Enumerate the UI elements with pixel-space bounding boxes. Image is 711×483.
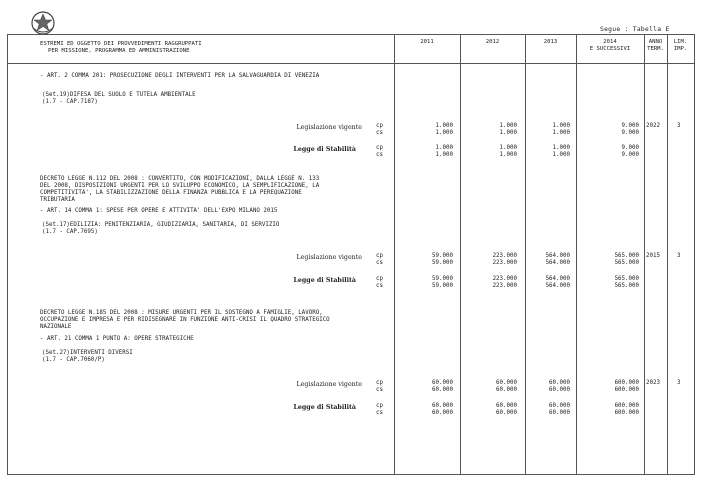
col-divider-lim — [667, 34, 668, 475]
value-2012-cs: 223.000 — [492, 283, 517, 289]
code-cp: cp — [376, 145, 383, 151]
value-2011-cs: 59.000 — [432, 260, 453, 266]
section-settore: (Set.17)EDILIZIA: PENITENZIARIA, GIUDIZIARIA, SANITARIA, DI SERVIZIO — [42, 222, 280, 228]
col-divider-2014 — [576, 34, 577, 475]
value-2011-cs: 59.000 — [432, 283, 453, 289]
value-2014-cs: 600.000 — [614, 387, 639, 393]
header-year-2014: 2014 — [603, 39, 617, 45]
section-article: - ART. 14 COMMA 1: SPESE PER OPERE E ATTIVITA' DELL'EXPO MILANO 2015 — [40, 208, 278, 214]
value-2013-cp: 1.000 — [552, 123, 570, 129]
value-2012-cp: 223.000 — [492, 253, 517, 259]
decree-text-line: DECRETO LEGGE N.112 DEL 2008 : CONVERTITO, CON MODIFICAZIONI, DALLA LEGGE N. 133 — [40, 176, 320, 182]
header-bottom-border — [7, 63, 695, 64]
value-2011-cs: 1.000 — [435, 130, 453, 136]
value-2014-cp: 600.000 — [614, 403, 639, 409]
value-2014-cp: 565.000 — [614, 253, 639, 259]
section-settore: (Set.19)DIFESA DEL SUOLO E TUTELA AMBIENTALE — [42, 92, 196, 98]
header-col-left-line1: ESTREMI ED OGGETTO DEI PROVVEDIMENTI RAGGRUPPATI — [40, 41, 202, 47]
header-col-left-line2: PER MISSIONE, PROGRAMMA ED AMMINISTRAZIONE — [48, 48, 190, 54]
row-label-legge-stabilita: Legge di Stabilità — [293, 277, 356, 284]
value-2014-cp: 9.000 — [621, 123, 639, 129]
header-lim: LIM. — [673, 39, 688, 45]
code-cp: cp — [376, 123, 383, 129]
value-2011-cp: 1.000 — [435, 123, 453, 129]
value-2014-cp: 9.000 — [621, 145, 639, 151]
value-2012-cs: 1.000 — [499, 152, 517, 158]
value-2012-cs: 60.000 — [496, 410, 517, 416]
code-cs: cs — [376, 152, 383, 158]
value-2011-cs: 60.000 — [432, 410, 453, 416]
value-2013-cs: 1.000 — [552, 152, 570, 158]
value-2011-cp: 1.000 — [435, 145, 453, 151]
row-label-legislazione: Legislazione vigente — [296, 254, 362, 261]
table-top-border — [7, 34, 695, 35]
code-cs: cs — [376, 260, 383, 266]
section-capitolo: (1.7 - CAP.7187) — [42, 99, 98, 105]
value-2011-cp: 60.000 — [432, 380, 453, 386]
header-year-2013: 2013 — [543, 39, 558, 45]
section-capitolo: (1.7 - CAP.7695) — [42, 229, 98, 235]
row-label-legge-stabilita: Legge di Stabilità — [293, 404, 356, 411]
value-2012-cp: 60.000 — [496, 380, 517, 386]
value-2014-cs: 565.000 — [614, 260, 639, 266]
decree-text-line: DECRETO LEGGE N.185 DEL 2008 : MISURE URGENTI PER IL SOSTEGNO A FAMIGLIE, LAVORO, — [40, 310, 323, 316]
value-2012-cp: 223.000 — [492, 276, 517, 282]
value-2011-cp: 59.000 — [432, 253, 453, 259]
code-cs: cs — [376, 387, 383, 393]
col-divider-2011 — [394, 34, 395, 475]
value-2014-cp: 600.000 — [614, 380, 639, 386]
col-divider-2012 — [460, 34, 461, 475]
lim-imp-value: 3 — [677, 380, 681, 386]
lim-imp-value: 3 — [677, 253, 681, 259]
code-cp: cp — [376, 253, 383, 259]
value-2011-cp: 59.000 — [432, 276, 453, 282]
value-2012-cs: 223.000 — [492, 260, 517, 266]
code-cs: cs — [376, 410, 383, 416]
value-2014-cs: 9.000 — [621, 130, 639, 136]
section-settore: (Set.27)INTERVENTI DIVERSI — [42, 350, 133, 356]
row-label-legislazione: Legislazione vigente — [296, 381, 362, 388]
value-2011-cs: 60.000 — [432, 387, 453, 393]
value-2013-cp: 60.000 — [549, 380, 570, 386]
col-divider-anno — [644, 34, 645, 475]
decree-text-line: COMPETITIVITA', LA STABILIZZAZIONE DELLA FINANZA PUBBLICA E LA PEREQUAZIONE — [40, 190, 302, 196]
decree-text-line: TRIBUTARIA — [40, 197, 75, 203]
republic-emblem-icon — [30, 10, 56, 36]
code-cs: cs — [376, 283, 383, 289]
value-2013-cp: 564.000 — [545, 276, 570, 282]
header-year-2012: 2012 — [485, 39, 500, 45]
decree-text-line: NAZIONALE — [40, 324, 72, 330]
value-2011-cs: 1.000 — [435, 152, 453, 158]
header-year-2011: 2011 — [420, 39, 434, 45]
header-year-2014-sub: E SUCCESSIVI — [589, 46, 631, 52]
anno-term-value: 2022 — [646, 123, 660, 129]
header-anno: ANNO — [648, 39, 663, 45]
header-anno-sub: TERM. — [647, 46, 664, 52]
table-right-border — [694, 34, 695, 475]
decree-text-line: OCCUPAZIONE E IMPRESA E PER RIDISEGNARE IN FUNZIONE ANTI-CRISI IL QUADRO STRATEGICO — [40, 317, 330, 323]
table-bottom-border — [7, 474, 695, 475]
section-capitolo: (1.7 - CAP.7060/P) — [42, 357, 105, 363]
decree-text-line: DEL 2008, DISPOSIZIONI URGENTI PER LO SVILUPPO ECONOMICO, LA SEMPLIFICAZIONE, LA — [40, 183, 320, 189]
segue-label: Segue : Tabella E — [600, 26, 670, 33]
row-label-legislazione: Legislazione vigente — [296, 124, 362, 131]
header-lim-sub: IMP. — [673, 46, 688, 52]
value-2014-cs: 600.000 — [614, 410, 639, 416]
value-2014-cs: 9.000 — [621, 152, 639, 158]
value-2013-cs: 564.000 — [545, 283, 570, 289]
value-2014-cp: 565.000 — [614, 276, 639, 282]
value-2013-cs: 60.000 — [549, 410, 570, 416]
value-2013-cs: 564.000 — [545, 260, 570, 266]
row-label-legge-stabilita: Legge di Stabilità — [293, 146, 356, 153]
code-cp: cp — [376, 403, 383, 409]
value-2013-cs: 60.000 — [549, 387, 570, 393]
code-cs: cs — [376, 130, 383, 136]
value-2012-cp: 1.000 — [499, 123, 517, 129]
code-cp: cp — [376, 276, 383, 282]
value-2012-cs: 60.000 — [496, 387, 517, 393]
value-2013-cp: 564.000 — [545, 253, 570, 259]
value-2013-cp: 1.000 — [552, 145, 570, 151]
anno-term-value: 2023 — [646, 380, 660, 386]
value-2012-cs: 1.000 — [499, 130, 517, 136]
value-2011-cp: 60.000 — [432, 403, 453, 409]
anno-term-value: 2015 — [646, 253, 660, 259]
lim-imp-value: 3 — [677, 123, 681, 129]
code-cp: cp — [376, 380, 383, 386]
section-article: - ART. 21 COMMA 1 PUNTO A: OPERE STRATEGICHE — [40, 336, 194, 342]
value-2013-cp: 60.000 — [549, 403, 570, 409]
table-left-border — [7, 34, 8, 475]
section-article: - ART. 2 COMMA 201: PROSECUZIONE DEGLI INTERVENTI PER LA SALVAGUARDIA DI VENEZIA — [40, 73, 320, 79]
value-2013-cs: 1.000 — [552, 130, 570, 136]
value-2012-cp: 60.000 — [496, 403, 517, 409]
value-2012-cp: 1.000 — [499, 145, 517, 151]
value-2014-cs: 565.000 — [614, 283, 639, 289]
